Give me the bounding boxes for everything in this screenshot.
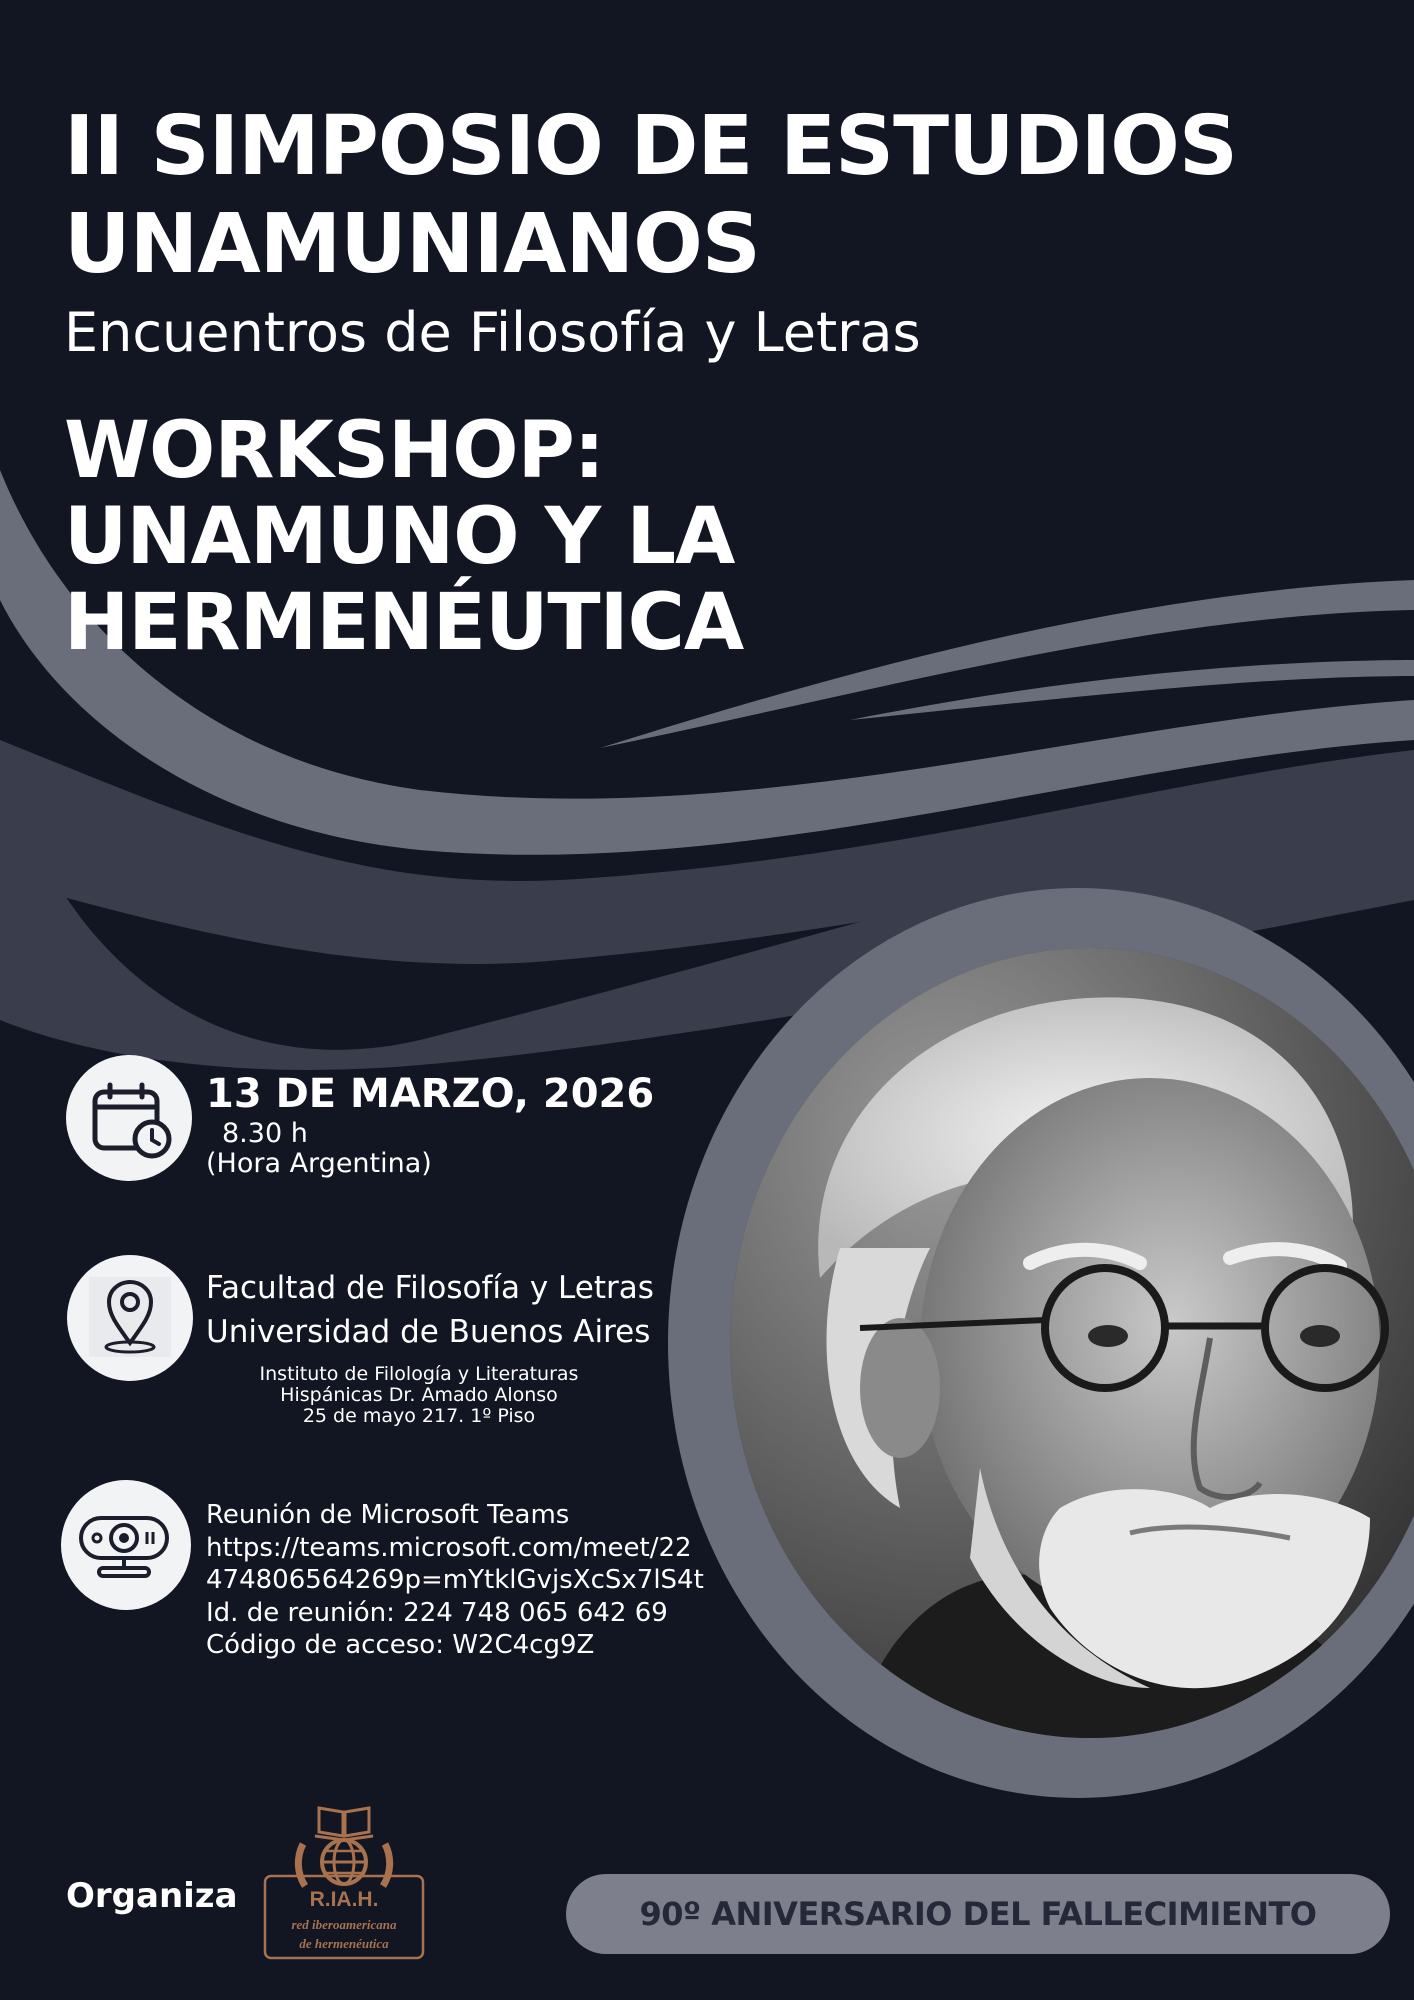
event-date: 13 DE MARZO, 2026 <box>206 1071 655 1117</box>
workshop-title <box>64 408 1414 666</box>
teams-label: Reunión de Microsoft Teams <box>206 1500 570 1530</box>
portrait-illustration <box>730 948 1414 1738</box>
calendar-clock-icon <box>66 1055 192 1181</box>
logo-acronym: R.IA.H. <box>309 1888 379 1911</box>
organiza-label: Organiza <box>66 1876 238 1916</box>
institute-line-1: Instituto de Filología y Literaturas <box>259 1363 579 1385</box>
event-time: 8.30 h <box>222 1118 308 1149</box>
portrait-photo <box>730 948 1414 1738</box>
location-pin-icon <box>67 1255 193 1381</box>
institute-address <box>206 1364 632 1427</box>
workshop-line-1: WORKSHOP: <box>64 406 604 496</box>
logo-line-1: red iberoamericana <box>291 1917 397 1932</box>
logo-line-2: de hermenéutica <box>299 1936 389 1951</box>
symposium-subtitle: Encuentros de Filosofía y Letras <box>64 301 921 364</box>
teams-meeting-id: Id. de reunión: 224 748 065 642 69 <box>206 1597 668 1628</box>
webcam-icon <box>61 1480 187 1606</box>
institute-line-3: 25 de mayo 217. 1º Piso <box>302 1405 536 1427</box>
teams-link-line-2[interactable]: 474806564269p=mYtklGvjsXcSx7lS4t <box>206 1565 704 1595</box>
anniversary-banner: 90º ANIVERSARIO DEL FALLECIMIENTO <box>566 1874 1390 1954</box>
riah-logo <box>263 1796 425 1960</box>
teams-meeting-info <box>206 1499 704 1662</box>
teams-link-line-1[interactable]: https://teams.microsoft.com/meet/22 <box>206 1532 692 1563</box>
location-icon-badge <box>67 1255 193 1381</box>
calendar-icon-badge <box>66 1055 192 1181</box>
teams-access-code: Código de acceso: W2C4cg9Z <box>206 1630 595 1660</box>
symposium-title <box>64 98 1237 294</box>
location-university: Universidad de Buenos Aires <box>206 1314 651 1350</box>
title-line-2: UNAMUNIANOS <box>64 197 760 292</box>
title-line-1: II SIMPOSIO DE ESTUDIOS <box>64 99 1237 194</box>
workshop-line-2: UNAMUNO Y LA HERMENÉUTICA <box>64 492 744 668</box>
event-timezone: (Hora Argentina) <box>206 1148 432 1179</box>
institute-line-2: Hispánicas Dr. Amado Alonso <box>280 1384 558 1406</box>
webcam-icon-badge <box>61 1480 191 1610</box>
location-faculty: Facultad de Filosofía y Letras <box>206 1270 654 1306</box>
book-globe-icon <box>263 1796 425 1960</box>
